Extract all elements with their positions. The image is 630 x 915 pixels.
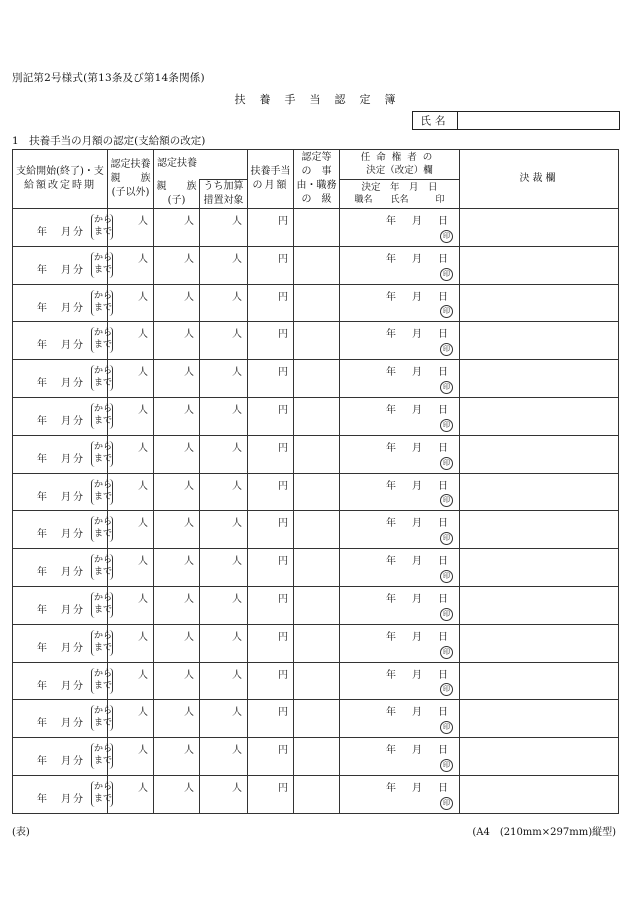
period-cell[interactable] — [13, 549, 113, 587]
decision-cell[interactable] — [340, 473, 460, 511]
decision-date-text: 年 月 日 — [386, 367, 451, 379]
decision-cell[interactable] — [340, 775, 460, 813]
decision-cell[interactable] — [340, 322, 460, 360]
dependents-other-cell[interactable]: 人 — [108, 209, 154, 247]
header-approval: 決裁欄 — [460, 150, 619, 209]
approval-cell[interactable] — [460, 246, 619, 284]
from-to-brace: から まで — [91, 705, 113, 731]
period-text: 年 月分 — [37, 491, 85, 503]
period-cell[interactable] — [13, 397, 113, 435]
period-text: 年 月分 — [37, 378, 85, 390]
dependents-child-cell[interactable]: 人 — [154, 284, 200, 322]
subset-cell[interactable]: 人 — [200, 662, 248, 700]
decision-cell[interactable] — [340, 549, 460, 587]
monthly-amount-cell[interactable]: 円 — [248, 700, 294, 738]
approval-cell[interactable] — [460, 360, 619, 398]
period-text: 年 月分 — [37, 453, 85, 465]
subset-cell[interactable]: 人 — [200, 246, 248, 284]
from-to-brace: から まで — [91, 554, 113, 580]
from-to-brace: から まで — [91, 516, 113, 542]
period-text: 年 月分 — [37, 415, 85, 427]
dependents-other-cell[interactable]: 人 — [108, 662, 154, 700]
decision-date-text: 年 月 日 — [386, 707, 451, 719]
table-row — [13, 284, 619, 322]
decision-cell[interactable] — [340, 700, 460, 738]
dependents-child-cell[interactable]: 人 — [154, 511, 200, 549]
decision-cell[interactable] — [340, 624, 460, 662]
dependents-child-cell[interactable]: 人 — [154, 435, 200, 473]
decision-date-text: 年 月 日 — [386, 404, 451, 416]
subset-cell[interactable]: 人 — [200, 511, 248, 549]
dependents-other-cell[interactable]: 人 — [108, 435, 154, 473]
decision-date-text: 年 月 日 — [386, 442, 451, 454]
decision-date-text: 年 月 日 — [386, 745, 451, 757]
seal-icon: 印 — [440, 608, 453, 621]
approval-cell[interactable] — [460, 700, 619, 738]
decision-cell[interactable] — [340, 435, 460, 473]
reason-cell[interactable] — [294, 586, 340, 624]
dependents-other-cell[interactable]: 人 — [108, 511, 154, 549]
reason-cell[interactable] — [294, 246, 340, 284]
header-decision-top: 任命権者の 決定（改定）欄 — [340, 150, 460, 180]
decision-date-text: 年 月 日 — [386, 556, 451, 568]
footer-right: (A4 (210mm×297mm)縦型) — [472, 827, 616, 838]
subset-cell[interactable]: 人 — [200, 360, 248, 398]
seal-icon: 印 — [440, 721, 453, 734]
decision-cell[interactable] — [340, 397, 460, 435]
seal-icon: 印 — [440, 230, 453, 243]
name-label: 氏名 — [413, 112, 458, 129]
seal-icon: 印 — [440, 305, 453, 318]
name-field[interactable] — [458, 112, 619, 129]
from-to-brace: から まで — [91, 592, 113, 618]
approval-cell[interactable] — [460, 435, 619, 473]
header-monthly-amount: 扶養手当 の月額 — [248, 150, 294, 209]
from-to-brace: から まで — [91, 365, 113, 391]
approval-cell[interactable] — [460, 549, 619, 587]
decision-date-text: 年 月 日 — [386, 669, 451, 681]
period-cell[interactable] — [13, 662, 113, 700]
reason-cell[interactable] — [294, 549, 340, 587]
decision-date-text: 年 月 日 — [386, 518, 451, 530]
decision-date-text: 年 月 日 — [386, 329, 451, 341]
reason-cell[interactable] — [294, 360, 340, 398]
decision-date-text: 年 月 日 — [386, 631, 451, 643]
table-row — [13, 322, 619, 360]
dependents-other-cell[interactable]: 人 — [108, 360, 154, 398]
period-text: 年 月分 — [37, 793, 85, 805]
approval-cell[interactable] — [460, 511, 619, 549]
seal-icon: 印 — [440, 797, 453, 810]
period-text: 年 月分 — [37, 529, 85, 541]
reason-cell[interactable] — [294, 700, 340, 738]
dependents-child-cell[interactable]: 人 — [154, 775, 200, 813]
approval-cell[interactable] — [460, 586, 619, 624]
period-cell[interactable] — [13, 624, 113, 662]
approval-cell[interactable] — [460, 209, 619, 247]
subset-cell[interactable]: 人 — [200, 586, 248, 624]
subset-cell[interactable]: 人 — [200, 209, 248, 247]
period-text: 年 月分 — [37, 680, 85, 692]
monthly-amount-cell[interactable]: 円 — [248, 586, 294, 624]
allowance-table — [12, 149, 619, 814]
dependents-child-cell[interactable]: 人 — [154, 662, 200, 700]
table-row — [13, 662, 619, 700]
dependents-other-cell[interactable]: 人 — [108, 624, 154, 662]
seal-icon: 印 — [440, 343, 453, 356]
approval-cell[interactable] — [460, 624, 619, 662]
seal-icon: 印 — [440, 381, 453, 394]
reason-cell[interactable] — [294, 775, 340, 813]
monthly-amount-cell[interactable]: 円 — [248, 397, 294, 435]
table-row — [13, 700, 619, 738]
name-box — [412, 111, 620, 130]
form-reference: 別記第2号様式(第13条及び第14条関係) — [12, 72, 205, 84]
subset-cell[interactable]: 人 — [200, 775, 248, 813]
dependents-other-cell[interactable]: 人 — [108, 738, 154, 776]
reason-cell[interactable] — [294, 397, 340, 435]
table-row — [13, 775, 619, 813]
from-to-brace: から まで — [91, 630, 113, 656]
decision-cell[interactable] — [340, 662, 460, 700]
dependents-other-cell[interactable]: 人 — [108, 246, 154, 284]
period-cell[interactable] — [13, 209, 113, 247]
dependents-child-cell[interactable]: 人 — [154, 322, 200, 360]
table-row — [13, 511, 619, 549]
decision-date-text: 年 月 日 — [386, 291, 451, 303]
from-to-brace: から まで — [91, 403, 113, 429]
period-text: 年 月分 — [37, 340, 85, 352]
monthly-amount-cell[interactable]: 円 — [248, 246, 294, 284]
from-to-brace: から まで — [91, 290, 113, 316]
table-row — [13, 360, 619, 398]
dependents-child-cell[interactable]: 人 — [154, 397, 200, 435]
monthly-amount-cell[interactable]: 円 — [248, 473, 294, 511]
subset-cell[interactable]: 人 — [200, 322, 248, 360]
footer-left: (表) — [12, 827, 30, 838]
monthly-amount-cell[interactable]: 円 — [248, 738, 294, 776]
subset-cell[interactable]: 人 — [200, 473, 248, 511]
seal-icon: 印 — [440, 683, 453, 696]
decision-date-text: 年 月 日 — [386, 253, 451, 265]
period-cell[interactable] — [13, 284, 113, 322]
period-cell[interactable] — [13, 775, 113, 813]
approval-cell[interactable] — [460, 322, 619, 360]
period-text: 年 月分 — [37, 718, 85, 730]
subset-cell[interactable]: 人 — [200, 738, 248, 776]
section-title: 1 扶養手当の月額の認定(支給額の改定) — [12, 135, 206, 147]
period-cell[interactable] — [13, 511, 113, 549]
table-row — [13, 549, 619, 587]
reason-cell[interactable] — [294, 435, 340, 473]
seal-icon: 印 — [440, 457, 453, 470]
reason-cell[interactable] — [294, 473, 340, 511]
period-text: 年 月分 — [37, 264, 85, 276]
from-to-brace: から まで — [91, 668, 113, 694]
period-cell[interactable] — [13, 738, 113, 776]
header-reason: 認定等 の 事 由・職務 の 級 — [294, 150, 340, 209]
header-period: 支給開始(終了)・支 給額改定時期 — [13, 150, 108, 209]
reason-cell[interactable] — [294, 209, 340, 247]
approval-cell[interactable] — [460, 397, 619, 435]
dependents-other-cell[interactable]: 人 — [108, 700, 154, 738]
decision-date-text: 年 月 日 — [386, 480, 451, 492]
header-dependents-child: 認定扶養 — [154, 150, 248, 180]
dependents-child-cell[interactable]: 人 — [154, 209, 200, 247]
dependents-other-cell[interactable]: 人 — [108, 586, 154, 624]
monthly-amount-cell[interactable]: 円 — [248, 322, 294, 360]
monthly-amount-cell[interactable]: 円 — [248, 775, 294, 813]
seal-icon: 印 — [440, 570, 453, 583]
seal-icon: 印 — [440, 419, 453, 432]
document-title: 扶養手当認定簿 — [234, 93, 410, 106]
reason-cell[interactable] — [294, 738, 340, 776]
decision-cell[interactable] — [340, 738, 460, 776]
header-dependents-child-lower: 親 族 (子) — [154, 179, 200, 209]
subset-cell[interactable]: 人 — [200, 549, 248, 587]
decision-cell[interactable] — [340, 511, 460, 549]
table-row — [13, 435, 619, 473]
dependents-other-cell[interactable]: 人 — [108, 775, 154, 813]
decision-date-text: 年 月 日 — [386, 216, 451, 227]
period-text: 年 月分 — [37, 604, 85, 616]
table-row — [13, 738, 619, 776]
dependents-other-cell[interactable]: 人 — [108, 549, 154, 587]
monthly-amount-cell[interactable]: 円 — [248, 435, 294, 473]
table-row — [13, 209, 619, 247]
seal-icon: 印 — [440, 532, 453, 545]
dependents-child-cell[interactable]: 人 — [154, 473, 200, 511]
table-row — [13, 624, 619, 662]
approval-cell[interactable] — [460, 284, 619, 322]
seal-icon: 印 — [440, 494, 453, 507]
decision-date-text: 年 月 日 — [386, 593, 451, 605]
subset-cell[interactable]: 人 — [200, 284, 248, 322]
header-dependents-other: 認定扶養 親 族 (子以外) — [108, 150, 154, 209]
table-row — [13, 246, 619, 284]
from-to-brace: から まで — [91, 252, 113, 278]
period-text: 年 月分 — [37, 227, 85, 238]
dependents-other-cell[interactable]: 人 — [108, 397, 154, 435]
decision-date-text: 年 月 日 — [386, 782, 451, 794]
seal-icon: 印 — [440, 759, 453, 772]
monthly-amount-cell[interactable]: 円 — [248, 549, 294, 587]
period-text: 年 月分 — [37, 756, 85, 768]
monthly-amount-cell[interactable]: 円 — [248, 209, 294, 247]
from-to-brace: から まで — [91, 214, 113, 240]
header-subset: うち加算 措置対象 — [200, 179, 248, 209]
seal-icon: 印 — [440, 268, 453, 281]
dependents-child-cell[interactable]: 人 — [154, 738, 200, 776]
period-cell[interactable] — [13, 700, 113, 738]
approval-cell[interactable] — [460, 473, 619, 511]
from-to-brace: から まで — [91, 781, 113, 807]
period-text: 年 月分 — [37, 302, 85, 314]
from-to-brace: から まで — [91, 441, 113, 467]
dependents-child-cell[interactable]: 人 — [154, 624, 200, 662]
seal-icon: 印 — [440, 646, 453, 659]
reason-cell[interactable] — [294, 624, 340, 662]
reason-cell[interactable] — [294, 322, 340, 360]
table-row — [13, 473, 619, 511]
dependents-child-cell[interactable]: 人 — [154, 549, 200, 587]
header-decision-sub: 決定 年 月 日 職名 氏名 印 — [340, 179, 460, 209]
decision-cell[interactable] — [340, 586, 460, 624]
subset-cell[interactable]: 人 — [200, 435, 248, 473]
period-text: 年 月分 — [37, 567, 85, 579]
monthly-amount-cell[interactable]: 円 — [248, 662, 294, 700]
decision-cell[interactable] — [340, 360, 460, 398]
monthly-amount-cell[interactable]: 円 — [248, 511, 294, 549]
monthly-amount-cell[interactable]: 円 — [248, 284, 294, 322]
approval-cell[interactable] — [460, 662, 619, 700]
dependents-child-cell[interactable]: 人 — [154, 700, 200, 738]
dependents-other-cell[interactable]: 人 — [108, 473, 154, 511]
table-row — [13, 586, 619, 624]
dependents-child-cell[interactable]: 人 — [154, 360, 200, 398]
dependents-child-cell[interactable]: 人 — [154, 246, 200, 284]
period-cell[interactable] — [13, 322, 113, 360]
monthly-amount-cell[interactable]: 円 — [248, 360, 294, 398]
from-to-brace: から まで — [91, 327, 113, 353]
period-cell[interactable] — [13, 246, 113, 284]
from-to-brace: から まで — [91, 479, 113, 505]
approval-cell[interactable] — [460, 738, 619, 776]
dependents-child-cell[interactable]: 人 — [154, 586, 200, 624]
subset-cell[interactable]: 人 — [200, 700, 248, 738]
reason-cell[interactable] — [294, 284, 340, 322]
decision-cell[interactable] — [340, 284, 460, 322]
period-cell[interactable] — [13, 360, 113, 398]
subset-cell[interactable]: 人 — [200, 397, 248, 435]
dependents-other-cell[interactable]: 人 — [108, 322, 154, 360]
decision-cell[interactable] — [340, 246, 460, 284]
reason-cell[interactable] — [294, 662, 340, 700]
dependents-other-cell[interactable]: 人 — [108, 284, 154, 322]
subset-cell[interactable]: 人 — [200, 624, 248, 662]
reason-cell[interactable] — [294, 511, 340, 549]
period-cell[interactable] — [13, 586, 113, 624]
period-cell[interactable] — [13, 435, 113, 473]
approval-cell[interactable] — [460, 775, 619, 813]
period-text: 年 月分 — [37, 642, 85, 654]
table-row — [13, 397, 619, 435]
monthly-amount-cell[interactable]: 円 — [248, 624, 294, 662]
period-cell[interactable] — [13, 473, 113, 511]
from-to-brace: から まで — [91, 743, 113, 769]
decision-cell[interactable] — [340, 209, 460, 247]
